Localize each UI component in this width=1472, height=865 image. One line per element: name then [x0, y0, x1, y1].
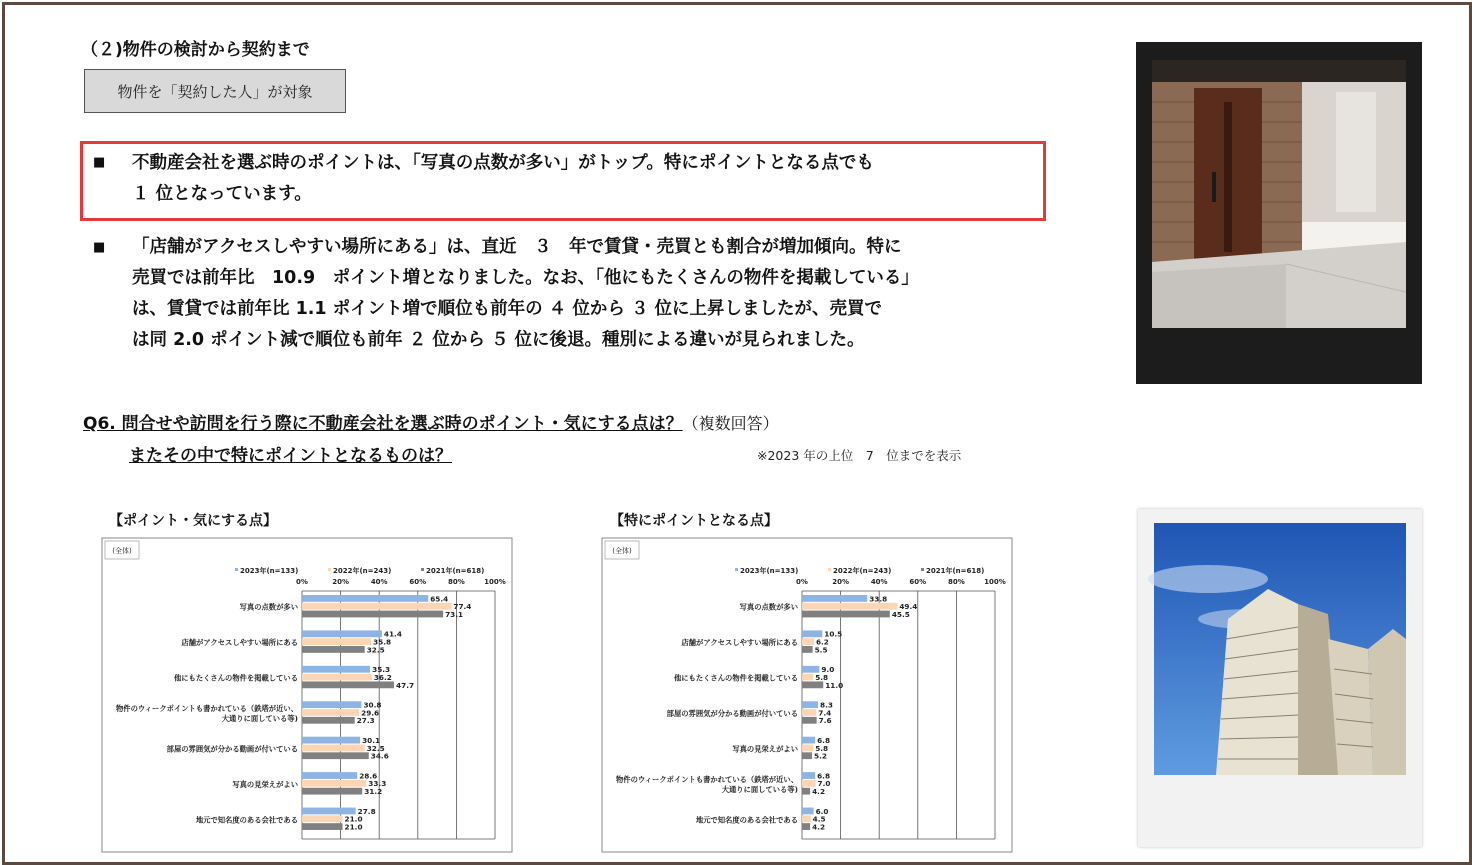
bar	[802, 780, 816, 787]
bullet-2-line-2: 売買では前年比 10.9 ポイント増となりました。なお、「他にもたくさんの物件を掲載している」	[132, 268, 919, 288]
bar	[302, 603, 451, 610]
bullet-2-line-3: は、賃貸では前年比 1.1 ポイント増で順位も前年の ４ 位から ３ 位に上昇しましたが、売買で	[132, 299, 883, 319]
bullet-marker: ■	[93, 155, 106, 170]
legend-label: 2021年(n=618)	[426, 567, 485, 575]
legend-swatch	[921, 568, 924, 571]
x-tick-label: 100%	[984, 578, 1006, 586]
data-label: 30.8	[363, 700, 382, 710]
building-photo-image	[1138, 509, 1422, 847]
data-label: 8.3	[820, 700, 833, 710]
bar	[302, 823, 343, 830]
data-label: 5.8	[815, 672, 829, 682]
bullet-2-line-4: は同 2.0 ポイント減で順位も前年 ２ 位から ５ 位に後退。種別による違いが見られました。	[132, 330, 865, 350]
target-label: 物件を「契約した人」が対象	[117, 82, 313, 101]
bar	[802, 745, 813, 752]
x-tick-label: 20%	[832, 578, 849, 586]
data-label: 41.4	[383, 629, 402, 639]
category-label: 写真の見栄えがよい	[232, 779, 298, 789]
data-label: 35.8	[373, 637, 392, 647]
x-tick-label: 60%	[409, 578, 427, 586]
chart-1-title: 【ポイント・気にする点】	[109, 513, 277, 529]
category-label: 部屋の雰囲気が分かる動画が付いている	[166, 744, 298, 754]
legend-label: 2023年(n=133)	[240, 567, 299, 575]
data-label: 5.2	[814, 751, 827, 761]
x-tick-label: 80%	[448, 578, 465, 586]
bar	[802, 788, 810, 795]
data-label: 36.2	[373, 672, 392, 682]
bar	[802, 772, 815, 779]
legend-label: 2023年(n=133)	[740, 567, 799, 575]
data-label: 7.4	[818, 708, 832, 718]
data-label: 33.8	[869, 594, 888, 604]
category-label: 地元で知名度のある会社である	[695, 815, 798, 825]
data-label: 31.2	[364, 787, 383, 797]
bar	[802, 808, 814, 815]
bar	[302, 674, 372, 681]
data-label: 7.0	[817, 779, 831, 789]
category-label: 店舗がアクセスしやすい場所にある	[681, 638, 798, 648]
data-label: 5.5	[814, 645, 828, 655]
category-label: 他にもたくさんの物件を掲載している	[673, 673, 798, 683]
data-label: 6.2	[815, 637, 829, 647]
category-label: 写真の点数が多い	[239, 602, 298, 612]
data-label: 45.5	[891, 609, 910, 619]
bar	[802, 646, 813, 653]
data-label: 6.8	[817, 736, 831, 746]
bar	[302, 808, 356, 815]
data-label: 49.4	[899, 602, 918, 612]
bar	[802, 638, 814, 645]
x-tick-label: 0%	[296, 578, 308, 586]
data-label: 30.1	[362, 736, 381, 746]
bar	[302, 646, 365, 653]
legend-swatch	[828, 568, 831, 571]
bullet-1-line-2: １ 位となっています。	[132, 184, 312, 204]
data-label: 47.7	[396, 680, 415, 690]
target-label-box	[84, 69, 346, 113]
data-label: 7.6	[818, 716, 832, 726]
entrance-photo	[1136, 42, 1422, 384]
page-frame	[2, 2, 1472, 865]
bar	[802, 815, 811, 822]
bar	[302, 752, 369, 759]
x-tick-label: 80%	[948, 578, 965, 586]
bar	[302, 681, 394, 688]
data-label: 77.4	[453, 602, 472, 612]
x-tick-label: 0%	[796, 578, 808, 586]
question-suffix: （複数回答）	[682, 414, 779, 433]
x-tick-label: 100%	[484, 578, 506, 586]
bar	[302, 788, 362, 795]
chart-1	[101, 537, 513, 853]
category-label: 物件のウィークポイントも書かれている（鉄塔が近い、	[116, 703, 298, 713]
data-label: 27.8	[357, 806, 376, 816]
building-photo	[1138, 509, 1422, 847]
data-label: 35.3	[372, 665, 391, 675]
bar	[302, 595, 428, 602]
legend-label: 2021年(n=618)	[926, 567, 985, 575]
bar	[302, 666, 370, 673]
legend-swatch	[421, 568, 424, 571]
bar	[802, 823, 810, 830]
data-label: 29.6	[361, 708, 380, 718]
category-label: 大通りに面している等)	[721, 784, 798, 794]
bar	[302, 780, 366, 787]
bullet-marker: ■	[93, 240, 106, 255]
legend-swatch	[735, 568, 738, 571]
chart-2-title: 【特にポイントとなる点】	[610, 513, 778, 529]
bar	[802, 717, 817, 724]
data-label: 65.4	[430, 594, 449, 604]
bar	[802, 611, 890, 618]
bar	[302, 709, 359, 716]
data-label: 73.1	[445, 609, 464, 619]
data-label: 28.6	[359, 771, 378, 781]
bar	[802, 737, 815, 744]
data-label: 6.8	[817, 771, 831, 781]
bar	[302, 611, 443, 618]
scope-label: (全体)	[612, 547, 632, 555]
bar	[802, 666, 819, 673]
data-label: 6.0	[815, 806, 829, 816]
data-label: 32.5	[366, 645, 385, 655]
scope-label: (全体)	[112, 547, 132, 555]
category-label: 他にもたくさんの物件を掲載している	[173, 673, 298, 683]
data-label: 11.0	[825, 680, 844, 690]
bar	[302, 701, 361, 708]
chart-2	[601, 537, 1013, 853]
data-label: 33.3	[368, 779, 387, 789]
question-note: ※2023 年の上位 7 位までを表示	[757, 448, 962, 463]
bar	[302, 815, 343, 822]
bar	[802, 595, 867, 602]
bullet-1-line-1: 不動産会社を選ぶ時のポイントは、「写真の点数が多い」がトップ。特にポイントとなる点でも	[132, 153, 874, 173]
legend-label: 2022年(n=243)	[833, 567, 892, 575]
bar	[802, 681, 823, 688]
x-tick-label: 40%	[870, 578, 888, 586]
bar	[302, 638, 371, 645]
category-label: 写真の点数が多い	[739, 602, 798, 612]
bar	[302, 717, 355, 724]
data-label: 21.0	[344, 822, 363, 832]
legend-label: 2022年(n=243)	[333, 567, 392, 575]
data-label: 4.2	[812, 787, 826, 797]
category-label: 大通りに面している等)	[221, 713, 298, 723]
data-label: 5.8	[815, 743, 829, 753]
data-label: 34.6	[370, 751, 389, 761]
category-label: 店舗がアクセスしやすい場所にある	[181, 638, 298, 648]
data-label: 21.0	[344, 814, 363, 824]
bar	[302, 772, 357, 779]
bar	[802, 701, 818, 708]
bar	[802, 709, 816, 716]
question-line-2: またその中で特にポイントとなるものは？	[129, 446, 452, 466]
bar	[302, 745, 365, 752]
bar	[802, 674, 813, 681]
data-label: 4.5	[812, 814, 826, 824]
x-tick-label: 60%	[909, 578, 927, 586]
category-label: 物件のウィークポイントも書かれている（鉄塔が近い、	[616, 774, 798, 784]
bar	[802, 752, 812, 759]
question-line-1	[83, 409, 779, 434]
data-label: 32.5	[366, 743, 385, 753]
legend-swatch	[328, 568, 331, 571]
bar	[802, 630, 822, 637]
section-title: （２)物件の検討から契約まで	[81, 40, 310, 60]
question-text: Q6. 問合せや訪問を行う際に不動産会社を選ぶ時のポイント・気にする点は？	[83, 414, 683, 434]
entrance-photo-image	[1136, 42, 1422, 384]
data-label: 9.0	[821, 665, 835, 675]
x-tick-label: 40%	[370, 578, 388, 586]
category-label: 部屋の雰囲気が分かる動画が付いている	[666, 708, 798, 718]
bar	[802, 603, 897, 610]
data-label: 4.2	[812, 822, 826, 832]
bar	[302, 630, 382, 637]
data-label: 10.5	[824, 629, 843, 639]
data-label: 27.3	[356, 716, 375, 726]
category-label: 写真の見栄えがよい	[732, 744, 798, 754]
bar	[302, 737, 360, 744]
category-label: 地元で知名度のある会社である	[195, 815, 298, 825]
legend-swatch	[235, 568, 238, 571]
bullet-2-line-1: 「店舗がアクセスしやすい場所にある」は、直近 ３ 年で賃貸・売買とも割合が増加傾向。特に	[132, 237, 902, 257]
x-tick-label: 20%	[332, 578, 349, 586]
